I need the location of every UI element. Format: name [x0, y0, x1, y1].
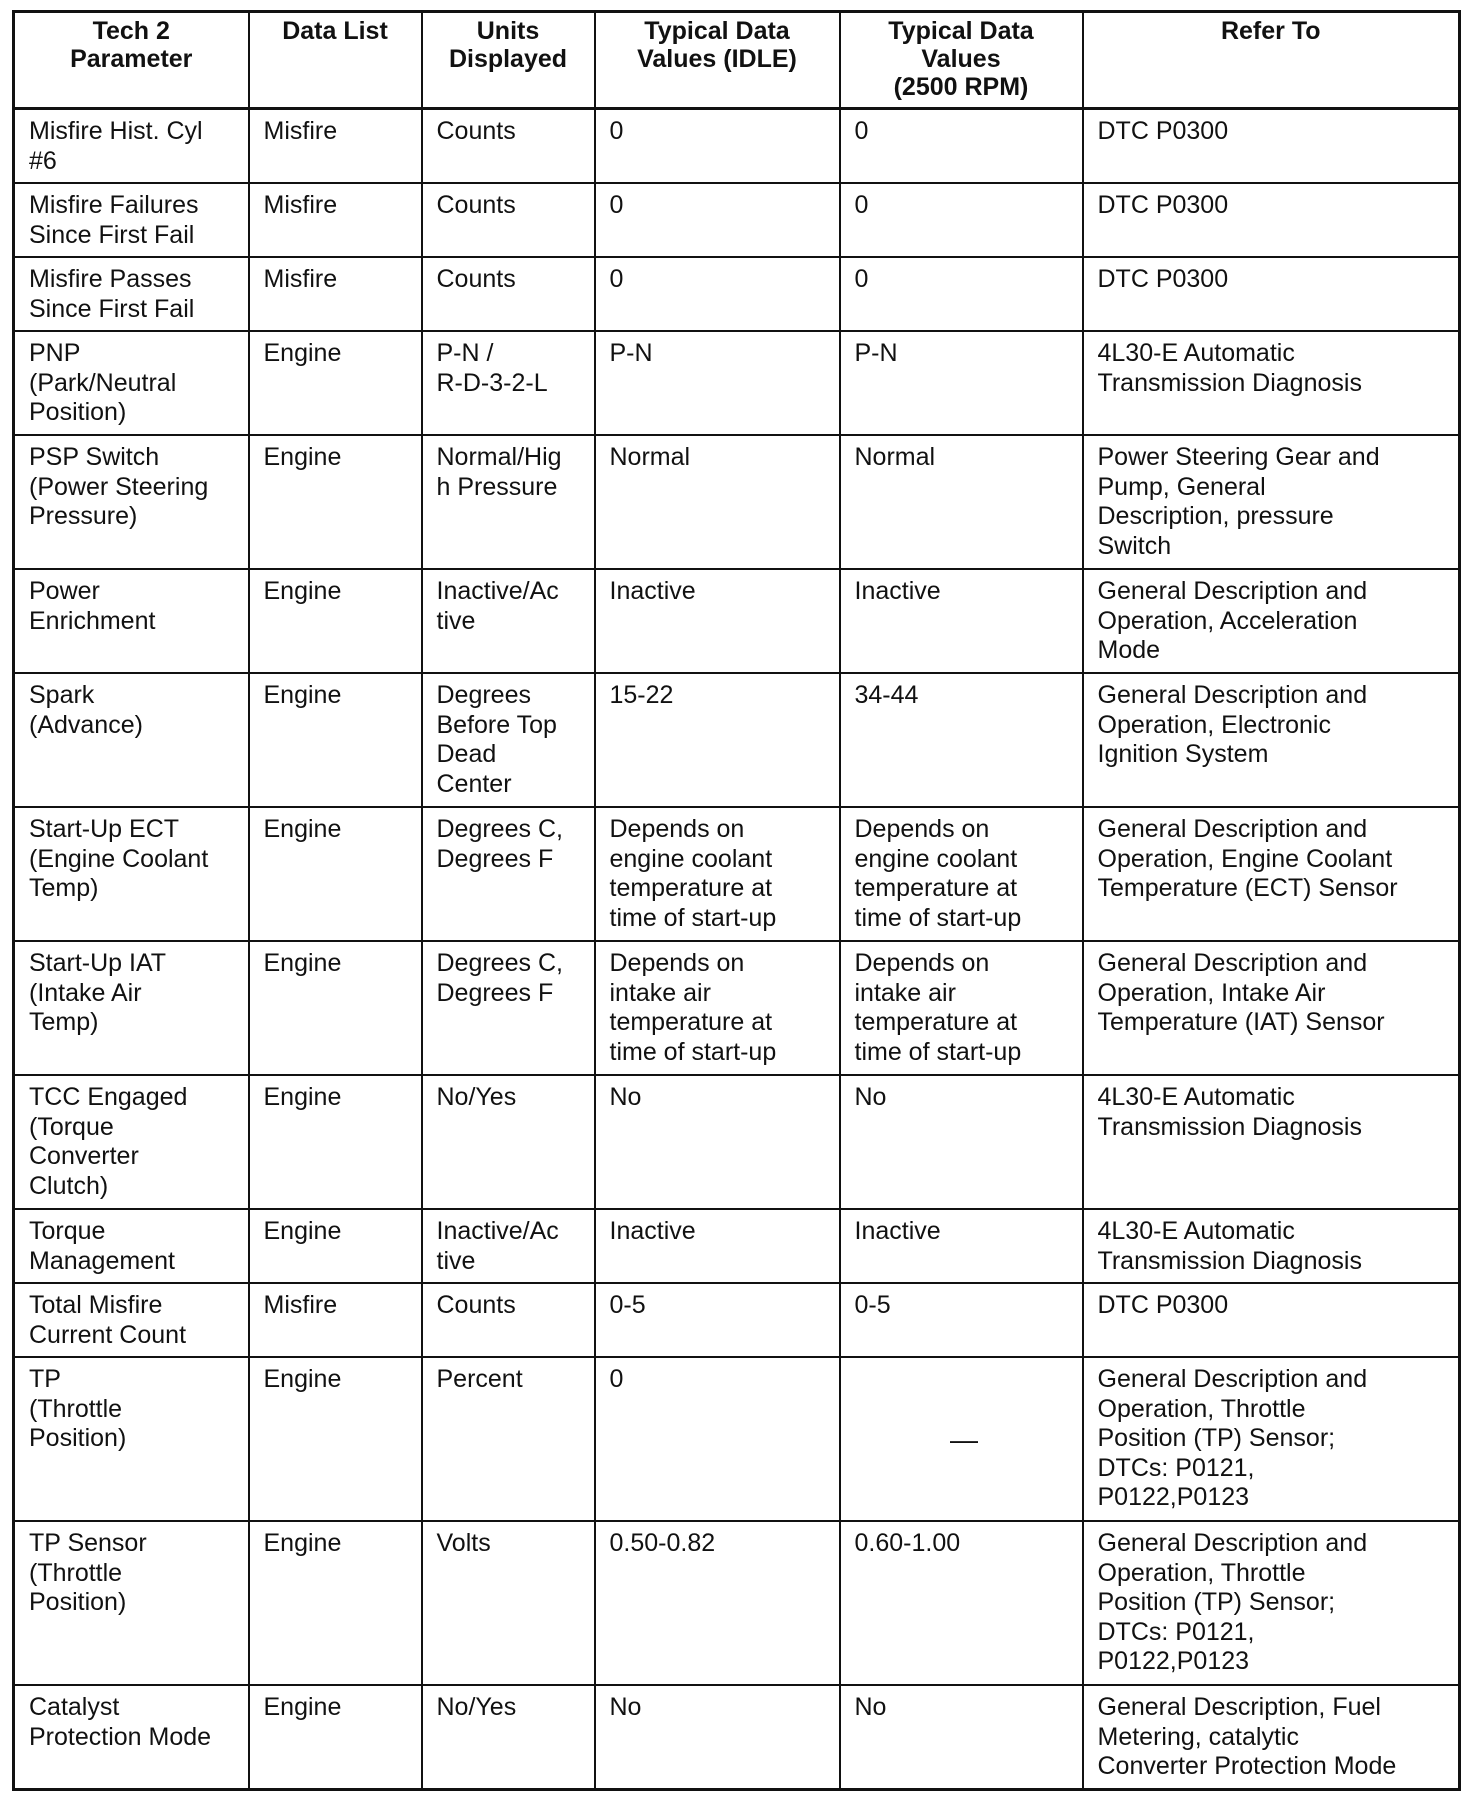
- cell-units: Volts: [422, 1521, 595, 1685]
- header-row: [14, 12, 1460, 109]
- cell-data-list: Engine: [249, 807, 422, 941]
- cell-parameter: Power Enrichment: [14, 569, 249, 673]
- document-page: [12, 10, 1461, 1791]
- cell-units: Counts: [422, 1283, 595, 1357]
- cell-refer-to: DTC P0300: [1083, 257, 1460, 331]
- tech2-parameter-table: [12, 10, 1461, 1791]
- cell-refer-to: 4L30-E Automatic Transmission Diagnosis: [1083, 331, 1460, 435]
- header-units-displayed: Units Displayed: [422, 12, 595, 109]
- table-row: [14, 331, 1460, 435]
- table-row: [14, 941, 1460, 1075]
- cell-2500rpm-value: Depends on intake air temperature at time of start-up: [840, 941, 1083, 1075]
- cell-units: No/Yes: [422, 1685, 595, 1789]
- cell-parameter: PSP Switch (Power Steering Pressure): [14, 435, 249, 569]
- cell-units: No/Yes: [422, 1075, 595, 1209]
- cell-parameter: TP (Throttle Position): [14, 1357, 249, 1521]
- cell-parameter: Misfire Failures Since First Fail: [14, 183, 249, 257]
- cell-refer-to: General Description, Fuel Metering, catalytic Converter Protection Mode: [1083, 1685, 1460, 1789]
- cell-units: Normal/Hig h Pressure: [422, 435, 595, 569]
- cell-data-list: Misfire: [249, 183, 422, 257]
- cell-2500rpm-value: P-N: [840, 331, 1083, 435]
- cell-2500rpm-value: 0-5: [840, 1283, 1083, 1357]
- table-row: [14, 1209, 1460, 1283]
- cell-data-list: Engine: [249, 331, 422, 435]
- cell-2500rpm-value: No: [840, 1075, 1083, 1209]
- cell-2500rpm-value: Inactive: [840, 569, 1083, 673]
- cell-refer-to: 4L30-E Automatic Transmission Diagnosis: [1083, 1209, 1460, 1283]
- cell-idle-value: Depends on intake air temperature at time of start-up: [595, 941, 840, 1075]
- cell-idle-value: 0: [595, 1357, 840, 1521]
- cell-2500rpm-value: 0: [840, 109, 1083, 184]
- cell-units: Counts: [422, 257, 595, 331]
- cell-refer-to: General Description and Operation, Engine Coolant Temperature (ECT) Sensor: [1083, 807, 1460, 941]
- cell-idle-value: 0: [595, 109, 840, 184]
- table-row: [14, 569, 1460, 673]
- cell-refer-to: DTC P0300: [1083, 183, 1460, 257]
- cell-parameter: PNP (Park/Neutral Position): [14, 331, 249, 435]
- cell-refer-to: DTC P0300: [1083, 1283, 1460, 1357]
- cell-parameter: TP Sensor (Throttle Position): [14, 1521, 249, 1685]
- header-tech2-parameter: Tech 2 Parameter: [14, 12, 249, 109]
- cell-units: Percent: [422, 1357, 595, 1521]
- cell-units: Inactive/Ac tive: [422, 569, 595, 673]
- table-row: [14, 257, 1460, 331]
- cell-idle-value: No: [595, 1075, 840, 1209]
- cell-units: Counts: [422, 109, 595, 184]
- cell-refer-to: 4L30-E Automatic Transmission Diagnosis: [1083, 1075, 1460, 1209]
- cell-data-list: Engine: [249, 435, 422, 569]
- cell-data-list: Misfire: [249, 1283, 422, 1357]
- table-row: [14, 435, 1460, 569]
- table-row: [14, 183, 1460, 257]
- cell-idle-value: 0-5: [595, 1283, 840, 1357]
- cell-2500rpm-value: Inactive: [840, 1209, 1083, 1283]
- cell-units: Degrees C, Degrees F: [422, 807, 595, 941]
- cell-units: Degrees C, Degrees F: [422, 941, 595, 1075]
- cell-data-list: Engine: [249, 673, 422, 807]
- cell-refer-to: Power Steering Gear and Pump, General Description, pressure Switch: [1083, 435, 1460, 569]
- table-row: [14, 1075, 1460, 1209]
- cell-2500rpm-value: 0: [840, 257, 1083, 331]
- cell-data-list: Engine: [249, 1075, 422, 1209]
- cell-data-list: Engine: [249, 1685, 422, 1789]
- table-row: [14, 109, 1460, 184]
- cell-2500rpm-value: 34-44: [840, 673, 1083, 807]
- cell-parameter: Start-Up ECT (Engine Coolant Temp): [14, 807, 249, 941]
- cell-units: Degrees Before Top Dead Center: [422, 673, 595, 807]
- cell-units: Counts: [422, 183, 595, 257]
- cell-2500rpm-value: No: [840, 1685, 1083, 1789]
- table-row: [14, 1283, 1460, 1357]
- cell-parameter: Spark (Advance): [14, 673, 249, 807]
- cell-parameter: TCC Engaged (Torque Converter Clutch): [14, 1075, 249, 1209]
- cell-idle-value: No: [595, 1685, 840, 1789]
- cell-refer-to: General Description and Operation, Intake Air Temperature (IAT) Sensor: [1083, 941, 1460, 1075]
- cell-refer-to: General Description and Operation, Throttle Position (TP) Sensor; DTCs: P0121, P0122,P0123: [1083, 1357, 1460, 1521]
- cell-parameter: Misfire Hist. Cyl #6: [14, 109, 249, 184]
- cell-data-list: Misfire: [249, 257, 422, 331]
- cell-2500rpm-value: —: [840, 1357, 1083, 1521]
- cell-2500rpm-value: 0: [840, 183, 1083, 257]
- cell-idle-value: Inactive: [595, 569, 840, 673]
- cell-idle-value: Depends on engine coolant temperature at time of start-up: [595, 807, 840, 941]
- cell-parameter: Misfire Passes Since First Fail: [14, 257, 249, 331]
- table-row: [14, 1521, 1460, 1685]
- header-refer-to: Refer To: [1083, 12, 1460, 109]
- cell-units: Inactive/Ac tive: [422, 1209, 595, 1283]
- cell-parameter: Torque Management: [14, 1209, 249, 1283]
- header-data-list: Data List: [249, 12, 422, 109]
- cell-refer-to: General Description and Operation, Throttle Position (TP) Sensor; DTCs: P0121, P0122,P0123: [1083, 1521, 1460, 1685]
- cell-refer-to: General Description and Operation, Electronic Ignition System: [1083, 673, 1460, 807]
- cell-parameter: Catalyst Protection Mode: [14, 1685, 249, 1789]
- cell-parameter: Start-Up IAT (Intake Air Temp): [14, 941, 249, 1075]
- cell-data-list: Engine: [249, 1521, 422, 1685]
- header-typical-idle: Typical Data Values (IDLE): [595, 12, 840, 109]
- cell-data-list: Engine: [249, 569, 422, 673]
- cell-data-list: Engine: [249, 941, 422, 1075]
- cell-data-list: Misfire: [249, 109, 422, 184]
- cell-idle-value: 0.50-0.82: [595, 1521, 840, 1685]
- cell-units: P-N / R-D-3-2-L: [422, 331, 595, 435]
- cell-idle-value: 0: [595, 257, 840, 331]
- cell-refer-to: DTC P0300: [1083, 109, 1460, 184]
- cell-parameter: Total Misfire Current Count: [14, 1283, 249, 1357]
- cell-idle-value: 15-22: [595, 673, 840, 807]
- cell-data-list: Engine: [249, 1357, 422, 1521]
- header-typical-2500rpm: Typical Data Values (2500 RPM): [840, 12, 1083, 109]
- cell-2500rpm-value: Normal: [840, 435, 1083, 569]
- cell-2500rpm-value: Depends on engine coolant temperature at time of start-up: [840, 807, 1083, 941]
- cell-data-list: Engine: [249, 1209, 422, 1283]
- table-row: [14, 807, 1460, 941]
- cell-idle-value: 0: [595, 183, 840, 257]
- table-row: [14, 1685, 1460, 1789]
- table-row: [14, 1357, 1460, 1521]
- cell-refer-to: General Description and Operation, Acceleration Mode: [1083, 569, 1460, 673]
- cell-idle-value: Inactive: [595, 1209, 840, 1283]
- cell-idle-value: Normal: [595, 435, 840, 569]
- table-row: [14, 673, 1460, 807]
- cell-2500rpm-value: 0.60-1.00: [840, 1521, 1083, 1685]
- cell-idle-value: P-N: [595, 331, 840, 435]
